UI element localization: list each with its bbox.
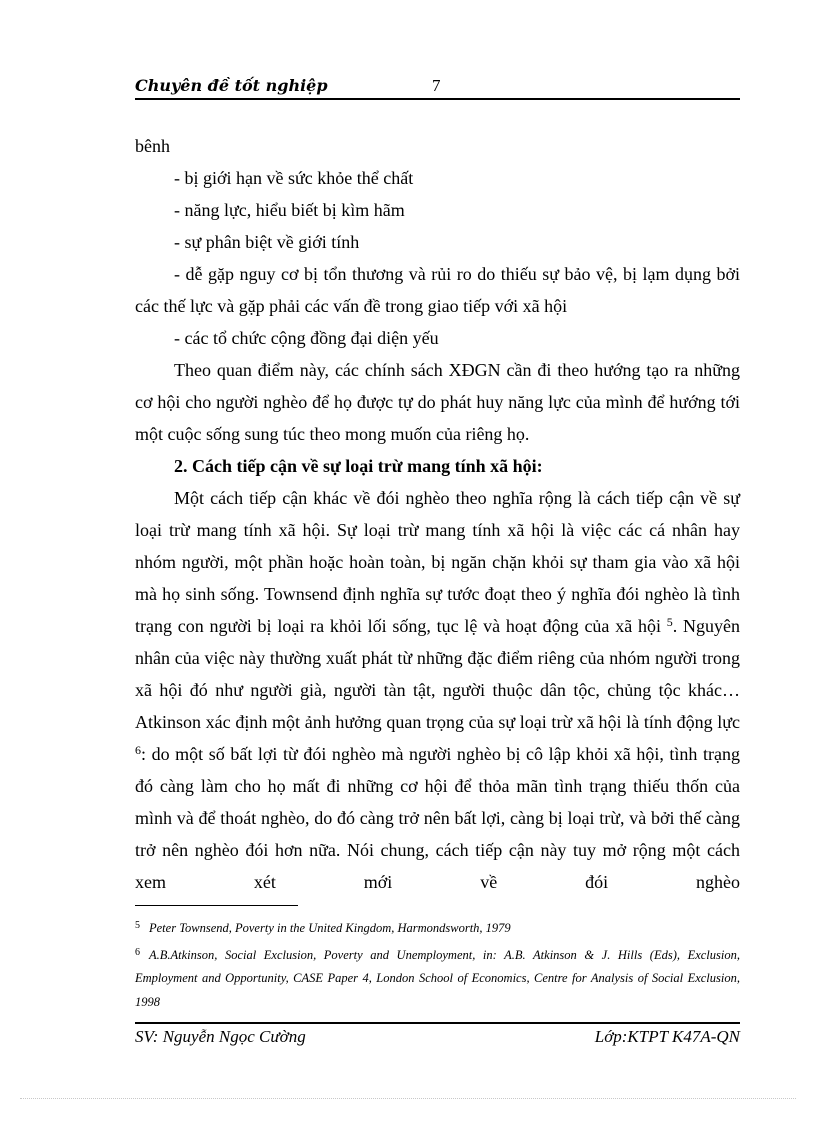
paragraph-text: Một cách tiếp cận khác về đói nghèo theo nghĩa rộng là cách tiếp cận về sự loại trừ mang tính xã hội. Sự loại trừ mang tính xã hội là việc các cá nhân hay nhóm người, một phần hoặc hoàn toàn, bị ngăn chặn khỏi sự tham gia vào xã hội mà họ sinh sống. Townsend định nghĩa sự tước đoạt theo ý nghĩa đói nghèo là tình trạng con người bị loại ra khỏi lối sống, tục lệ và hoạt động của xã hội (135, 488, 740, 636)
section-heading: 2. Cách tiếp cận về sự loại trừ mang tính xã hội: (174, 456, 543, 476)
header-rule (135, 98, 740, 100)
footnote-text: Peter Townsend, Poverty in the United Kingdom, Harmondsworth, 1979 (149, 921, 511, 935)
page-footer (135, 1027, 740, 1049)
page-edge-dots (20, 1098, 796, 1099)
footer-class: Lớp:KTPT K47A-QN (594, 1027, 740, 1046)
page-number: 7 (432, 76, 441, 95)
footnote-ref-5: 5 (666, 615, 673, 629)
bullet-item: - năng lực, hiểu biết bị kìm hãm (174, 200, 405, 220)
continuation-line: bênh (135, 136, 170, 156)
footnote-ref-6: 6 (135, 743, 141, 757)
paragraph-policy: Theo quan điểm này, các chính sách XĐGN cần đi theo hướng tạo ra những cơ hội cho người nghèo để họ được tự do phát huy năng lực của mình để hướng tới một cuộc sống sung túc theo mong muốn của riêng họ. (135, 360, 740, 444)
bullet-item: - các tổ chức cộng đồng đại diện yếu (174, 328, 439, 348)
footnote-text: A.B.Atkinson, Social Exclusion, Poverty and Unemployment, in: A.B. Atkinson & J. Hills (Eds), Exclusion, Employment and Opportunity, CASE Paper 4, London School of Economics, Centre for Analysis of Social Exclusion, 1998 (135, 947, 740, 1009)
paragraph-text: : do một số bất lợi từ đói nghèo mà người nghèo bị cô lập khỏi xã hội, tình trạng đó càng làm cho họ mất đi những cơ hội để thỏa mãn tình trạng thiếu thốn của mình và để thoát nghèo, do đó càng trở nên bất lợi, càng bị loại trừ, và bởi thế càng trở nên nghèo đói hơn nữa. Nói chung, cách tiếp cận này tuy mở rộng một cách xem xét mới về đói nghèo (135, 744, 740, 892)
bullet-item: - dễ gặp nguy cơ bị tổn thương và rủi ro do thiếu sự bảo vệ, bị lạm dụng bởi các thế lực và gặp phải các vấn đề trong giao tiếp với xã hội (135, 264, 740, 316)
footnote-number: 6 (135, 946, 140, 958)
footer-student: SV: Nguyễn Ngọc Cường (135, 1027, 306, 1046)
footnote-5 (135, 914, 740, 941)
paragraph-text: . Nguyên nhân của việc này thường xuất phát từ những đặc điểm riêng của nhóm người trong xã hội đó như người già, người tàn tật, người thuộc dân tộc, chủng tộc khác… Atkinson xác định một ảnh hưởng quan trọng của sự loại trừ xã hội là tính động lực (135, 616, 740, 732)
body-text (135, 130, 740, 898)
footnote-number: 5 (135, 920, 140, 931)
footer-rule (135, 1022, 740, 1024)
bullet-item: - sự phân biệt về giới tính (174, 232, 360, 252)
bullet-item: - bị giới hạn về sức khỏe thể chất (174, 168, 414, 188)
footnote-separator (135, 905, 298, 906)
footnotes (135, 914, 740, 1014)
paragraph-social-exclusion (135, 482, 740, 898)
page-header (135, 76, 740, 98)
footnote-6 (135, 941, 740, 1015)
header-title: Chuyên đề tốt nghiệp (135, 76, 328, 95)
